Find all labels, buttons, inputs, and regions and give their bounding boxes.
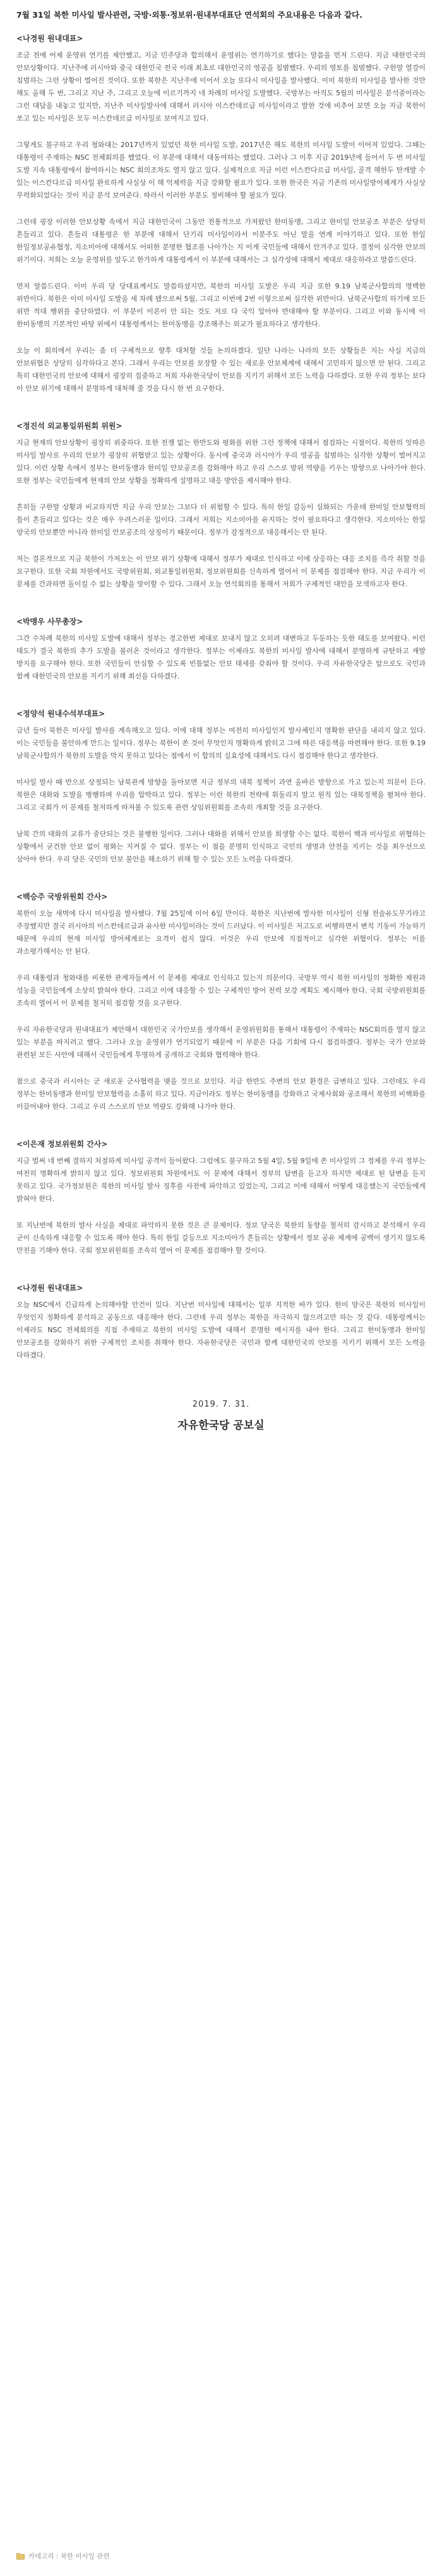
statement-paragraph: 지금 벌써 네 번째 결하지 처절하게 미사일 공격이 들어왔다. 그럼에도 불구하고 5월 4일, 5월 9일에 쏜 미사일의 그 정체를 우리 정부는 여전히 명확하게 밝히지 않고 있다. 정보위원회 차원에서도 이 문제에 대해서 정부의 답변을 듣고자 하지만 제대로 된 답변을 듣지 못하고 있다. 국가정보원은 북한의 미사일 발사 징후를 사전에 파악하고 있었는지, 그리고 이에 대해서 어떻게 대응했는지 국민들에게 밝혀야 한다.: [16, 1157, 426, 1203]
statement-paragraph: 그런데 굉장 이러한 안보상황 속에서 지금 대한민국이 그동안 전통적으로 가져왔던 한미동맹, 그리고 한미일 안보공조 부분은 상당히 흔들리고 있다. 흔들리 대통령은 한 부분에 대해서 단기리 미사일이라서 이분주도 아닌 말을 연계 이야기하고 있다. 또한 한일 한일정보공유협정, 지소미아에 대해서도 어떠한 분명한 협조를 나아가는 지 이게 국민들에 대해서 안겨주고 있다. 결정이 심각한 안보의 위기이다. 저희는 오늘 운영위를 앞두고 한가하게 대통령께서 이 부분에 대해서는 그 심각성에 대해서 제대로 대응하라고 말씀드린다.: [16, 218, 426, 264]
statement-paragraph: 그렇게도 불구하고 우리 청와대는 2017년까지 있었던 북한 미사일 도발, 2017년은 해도 북한의 미사일 도발이 이어져 있었다. 그때는 대통령이 주재하는 NSC 전체회의를 했었다. 이 부분에 대해서 대동여하는 했었다. 그러나 그 이후 지금 2019년에 들어서 두 번 미사일 도발 지속 대통령에서 참여하시는 NSC 회의조차도 열지 않고 있다. 실제적으로 지금 이런 이스칸다르급 미사일, 골격 해한두 탄개발 수 있는 이스칸다르급 미사일 완료하게 사실상 이 해 억제력을 지금 강화할 필요가 있다. 또한 한국은 지금 기존의 미사일방어체계가 사실상 무력화되었다는 것이 지금 분석 보여준다. 따라서 이러한 부분도 정비해야 할 필요가 있다.: [16, 141, 426, 199]
category-label[interactable]: 카테고리 : 북한 미사일 관련: [28, 2553, 110, 2560]
statement-paragraph: 남북 간의 대화의 교류가 중단되는 것은 불행한 일이다. 그러나 대화를 위해서 안보를 희생할 수는 없다. 북한이 핵과 미사일로 위협하는 상황에서 굳건한 안보 없이 평화는 지켜질 수 없다. 정부는 이 점을 분명히 인식하고 국민의 생명과 안전을 지키는 것을 최우선으로 삼아야 한다. 우리 당은 국민의 안보 불안을 해소하기 위해 할 수 있는 모든 노력을 다하겠다.: [16, 830, 426, 863]
statement-paragraph: 흔히들 구한말 상황과 비교하지만 지금 우리 안보는 그보다 더 위험할 수 있다. 특히 한일 갈등이 심화되는 가운데 한미일 안보협력의 틀이 흔들리고 있다는 것은 매우 우려스러운 일이다. 그래서 저희는 지소미아를 유지하는 것이 필요하다고 생각한다. 지소미아는 한일 양국의 안보뿐만 아니라 한미일 안보공조의 상징이기 때문이다. 정부가 감정적으로 대응해서는 안 된다.: [16, 503, 426, 536]
speaker-title: <백승주 국방위원회 간사>: [16, 892, 108, 901]
statement-paragraph: 조금 전에 어제 운영위 연기를 제안했고, 지금 민주당과 합의해서 운영위는 연기하기로 했다는 말씀을 먼저 드린다. 지금 대한민국의 안보상황이다. 지난주에 러시아와 중국 대한민국 전국 이래 최초로 대한민국의 영공을 침범했다. 우리의 영토를 침범했다. 구한말 열강이 침범하는 그런 상황이 벌어진 것이다. 또한 북한은 지난주에 이어서 오늘 또다시 미사일을 발사했다. 이미 북한의 미사일을 발사한 것만 해도 올해 두 번, 그리고 지난 주, 그리고 오늘에 이르기까지 네 차례의 미사일 도발했다. 국방부는 아직도 5월의 미사일은 분석중이라는 그런 대답을 내놓고 있지만, 지난주 미사일발사에 대해서 러시아 이스칸데르급 미사일이라고 발한 것에 비추어 보면 오늘 지금 북한이 쏘고 있는 미사일은 모두 이스칸데르급 미사일로 보여지고 있다.: [16, 51, 426, 122]
speaker-section: [16, 891, 426, 1113]
statement-paragraph: 오늘 NSC에서 긴급하게 논의해야할 안건이 있다. 지난번 미사일에 대해서는 일부 지적한 바가 있다. 한미 양국은 북한의 미사일이 무엇인지 정확하게 분석하고 공동으로 대응해야 한다. 그런데 우리 정부는 북한을 자극하지 않으려고만 하는 것 같다. 대통령께서는 이제라도 NSC 전체회의를 직접 주재하고 북한의 미사일 도발에 대해서 분명한 메시지를 내야 한다. 그리고 한미동맹과 한미일 안보공조를 강화하기 위한 구체적인 조치를 취해야 한다. 자유한국당은 국민과 함께 대한민국의 안보를 지키기 위해서 모든 노력을 다하겠다.: [16, 1301, 426, 1359]
section-gap: [16, 1271, 426, 1282]
release-date: 2019. 7. 31.: [192, 1400, 250, 1409]
statement-paragraph: 북한이 오늘 새벽에 다시 미사일을 발사했다. 7월 25일에 이어 6일 만이다. 북한은 지난번에 발사한 미사일이 신형 전술유도무기라고 주장했지만 결국 러시아의 이스칸데르급과 유사한 미사일이라는 것이 드러났다. 이 미사일은 저고도로 비행하면서 변칙 기동이 가능하기 때문에 우리의 현재 미사일 방어체계로는 요격이 쉽지 않다. 이것은 우리 안보에 직접적이고 심각한 위협이다. 정부는 이를 과소평가해서는 안 된다.: [16, 909, 426, 955]
section-gap: [16, 1127, 426, 1138]
speaker-title: <박맹우 사무총장>: [16, 617, 83, 626]
category-footer[interactable]: [16, 2551, 109, 2561]
sections-container: [16, 33, 426, 1362]
headline: 7월 31일 북한 미사일 발사관련, 국방·외통·정보위·원내부대표단 연석회의 주요내용은 다음과 같다.: [16, 10, 362, 20]
speaker-section: [16, 616, 426, 683]
statement-paragraph: 우리 자유한국당과 원내대표가 제안해서 대한민국 국가안보를 생각해서 운영위원회를 통해서 대통령이 주재하는 NSC회의를 열지 않고 있는 부분을 따지려고 했다. 그러나 오늘 운영위가 연기되었기 때문에 이 부분은 다음 기회에 다시 점검하겠다. 정부는 국가 안보와 관련된 모든 사안에 대해서 국민들에게 투명하게 공개하고 국회와 협력해야 한다.: [16, 1025, 426, 1059]
statement-paragraph: 먼저 말씀드린다. 이미 우리 당 당대표께서도 말씀하셨지만, 북한의 미사일 도발은 우리 지금 또한 9.19 남북군사합의의 명백한 위반이다. 북한은 이미 미사일 도발을 세 차례 됐으로써 5월, 그리고 이번에 2번 이렇으로써 심각한 위반이다. 남북군사합의 하기에 모든 위반 적대 행위를 중단하였다. 이 부분이 이론이 안 되는 것도 저로 다 국익 알아야 반대해야 할 부분이다. 그리고 이와 동시에 이 한미동맹의 기본적인 바탕 위에서 대통령께서는 한미동맹을 강조해주는 외교가 필요하다고 생각한다.: [16, 282, 426, 328]
speaker-section: [16, 708, 426, 866]
speaker-title: <정진석 외교통일위원회 위원>: [16, 422, 122, 430]
section-gap: [16, 409, 426, 420]
statement-paragraph: 우리 대통령과 청와대를 비롯한 관계자들께서 이 문제를 제대로 인식하고 있는지 의문이다. 국방부 역시 북한 미사일의 정확한 제원과 성능을 국민들에게 소상히 밝혀야 한다. 그리고 이에 대응할 수 있는 구체적인 방어 전력 보강 계획도 제시해야 한다. 국회 국방위원회를 조속히 열어서 이 문제를 철저히 점검할 것을 요구한다.: [16, 974, 426, 1007]
statement-paragraph: 지금 현재의 안보상황이 굉장히 위중하다. 또한 전쟁 없는 한반도와 평화를 위한 그런 정책에 대해서 점검하는 시점이다. 북한의 잇따른 미사일 발사로 우리의 안보가 굉장히 위협받고 있는 상황이다. 동시에 중국과 러시아가 우리 영공을 침범하는 심각한 상황이 벌어지고 있다. 이런 상황 속에서 정부는 한미동맹과 한미일 안보공조를 강화해야 하고 우리 스스로 방위 역량을 키우는 방향으로 나아가야 한다. 또한 정부는 국민들에게 현재의 안보 상황을 정확하게 설명하고 대응 방안을 제시해야 한다.: [16, 439, 426, 485]
section-gap: [16, 697, 426, 708]
issuing-organization: 자유한국당 공보실: [177, 1419, 265, 1432]
speaker-section: [16, 1138, 426, 1257]
speaker-title: <이은재 정보위원회 간사>: [16, 1140, 108, 1149]
section-gap: [16, 880, 426, 891]
statement-paragraph: 그간 수차례 북한의 미사일 도발에 대해서 정부는 경고한번 제대로 보내지 않고 오히려 대변하고 두둔하는 듯한 태도를 보여왔다. 이런 태도가 결국 북한의 추가 도발을 불러온 것이라고 생각한다. 정부는 이제라도 북한의 미사일 발사에 대해서 분명하게 규탄하고 재발 방지를 요구해야 한다. 또한 국민들이 안심할 수 있도록 빈틈없는 안보 태세를 갖춰야 할 것이다. 우리 자유한국당은 앞으로도 국민과 함께 대한민국의 안보를 지키기 위해 최선을 다하겠다.: [16, 634, 426, 680]
statement-paragraph: 참으로 중국과 러시아는 군 새로운 군사협력을 맺을 것으로 보인다. 지금 한반도 주변의 안보 환경은 급변하고 있다. 그런데도 우리 정부는 한미동맹과 한미일 안보협력을 소홀히 하고 있다. 지금이라도 정부는 한미동맹을 강화하고 국제사회와 공조해서 북한의 비핵화를 이끌어내야 한다. 그리고 우리 스스로의 안보 역량도 강화해 나가야 한다.: [16, 1077, 426, 1111]
speaker-section: [16, 420, 426, 591]
signoff: [16, 1397, 426, 1435]
speaker-title: <정양석 원내수석부대표>: [16, 709, 105, 718]
statement-paragraph: 금년 들어 북한은 미사일 발사를 계속해오고 있다. 이에 대해 정부는 여전히 미사일인지 발사체인지 명확한 판단을 내리지 않고 있다. 이는 국민들을 불안하게 만드는 일이다. 정부는 북한이 쏜 것이 무엇인지 명확하게 밝히고 그에 따른 대응책을 마련해야 한다. 또한 9.19 남북군사합의가 북한의 도발을 막지 못하고 있다는 점에서 이 합의의 실효성에 대해서도 다시 점검해야 한다고 생각한다.: [16, 726, 426, 760]
statement-paragraph: 저는 결론적으로 지금 북한이 가져오는 이 안보 위기 상황에 대해서 정부가 제대로 인식하고 이에 상응하는 대응 조치를 즉각 취할 것을 요구한다. 또한 국회 차원에서도 국방위원회, 외교통일위원회, 정보위원회를 신속하게 열어서 이 문제를 점검해야 한다. 지금 우리가 이 문제를 간과하면 돌이킬 수 없는 상황을 맞이할 수 있다. 그래서 오늘 연석회의를 통해서 저희가 구체적인 대안을 모색하고자 한다.: [16, 555, 426, 588]
speaker-section: [16, 33, 426, 395]
folder-icon: [16, 2553, 25, 2560]
statement-paragraph: 미사일 발사 때 반으로 상정되는 남북관계 방향을 돌아보면 지금 정부의 대북 정책이 과연 올바른 방향으로 가고 있는지 의문이 든다. 북한은 대화와 도발을 병행하며 우리를 압박하고 있다. 정부는 이런 북한의 전략에 휘둘리지 말고 원칙 있는 대북정책을 펼쳐야 한다. 그리고 국회가 이 문제를 철저하게 따져볼 수 있도록 관련 상임위원회를 조속히 개최할 것을 요구한다.: [16, 778, 426, 812]
speaker-title: <나경원 원내대표>: [16, 34, 83, 43]
speaker-section: [16, 1282, 426, 1362]
statement-paragraph: 오늘 이 회의에서 우리는 좀 더 구체적으로 향후 대처할 것들 논의하겠다. 일단 나라는 나라의 모든 상황들은 지는 사실 지금의 안보위협은 상당히 심각하다고 본다. 그래서 우리는 안보를 보장할 수 있는 새로운 안보체계에 대해서 고민하지 않으면 안 된다. 그리고 특히 대한민국의 안보에 대해서 굉장히 집중하고 저희 자유한국당이 안보를 지키기 위해서 모든 노력을 다하겠다. 또한 우리 정부는 보다 이 안보 위기에 대해서 분명하게 대처해 줄 것을 다시 한 번 요구한다.: [16, 346, 426, 393]
speaker-title: <나경원 원내대표>: [16, 1284, 83, 1292]
statement-paragraph: 또 지난번에 북한의 발사 사실을 제대로 파악하지 못한 것은 큰 문제이다. 정보 당국은 북한의 동향을 철저히 감시하고 분석해서 우리 군이 신속하게 대응할 수 있도록 해야 한다. 특히 한일 갈등으로 지소미아가 흔들리는 상황에서 정보 공유 체계에 공백이 생기지 않도록 만전을 기해야 한다. 국회 정보위원회를 조속히 열어 이 문제를 점검해야 할 것이다.: [16, 1221, 426, 1255]
section-gap: [16, 605, 426, 616]
